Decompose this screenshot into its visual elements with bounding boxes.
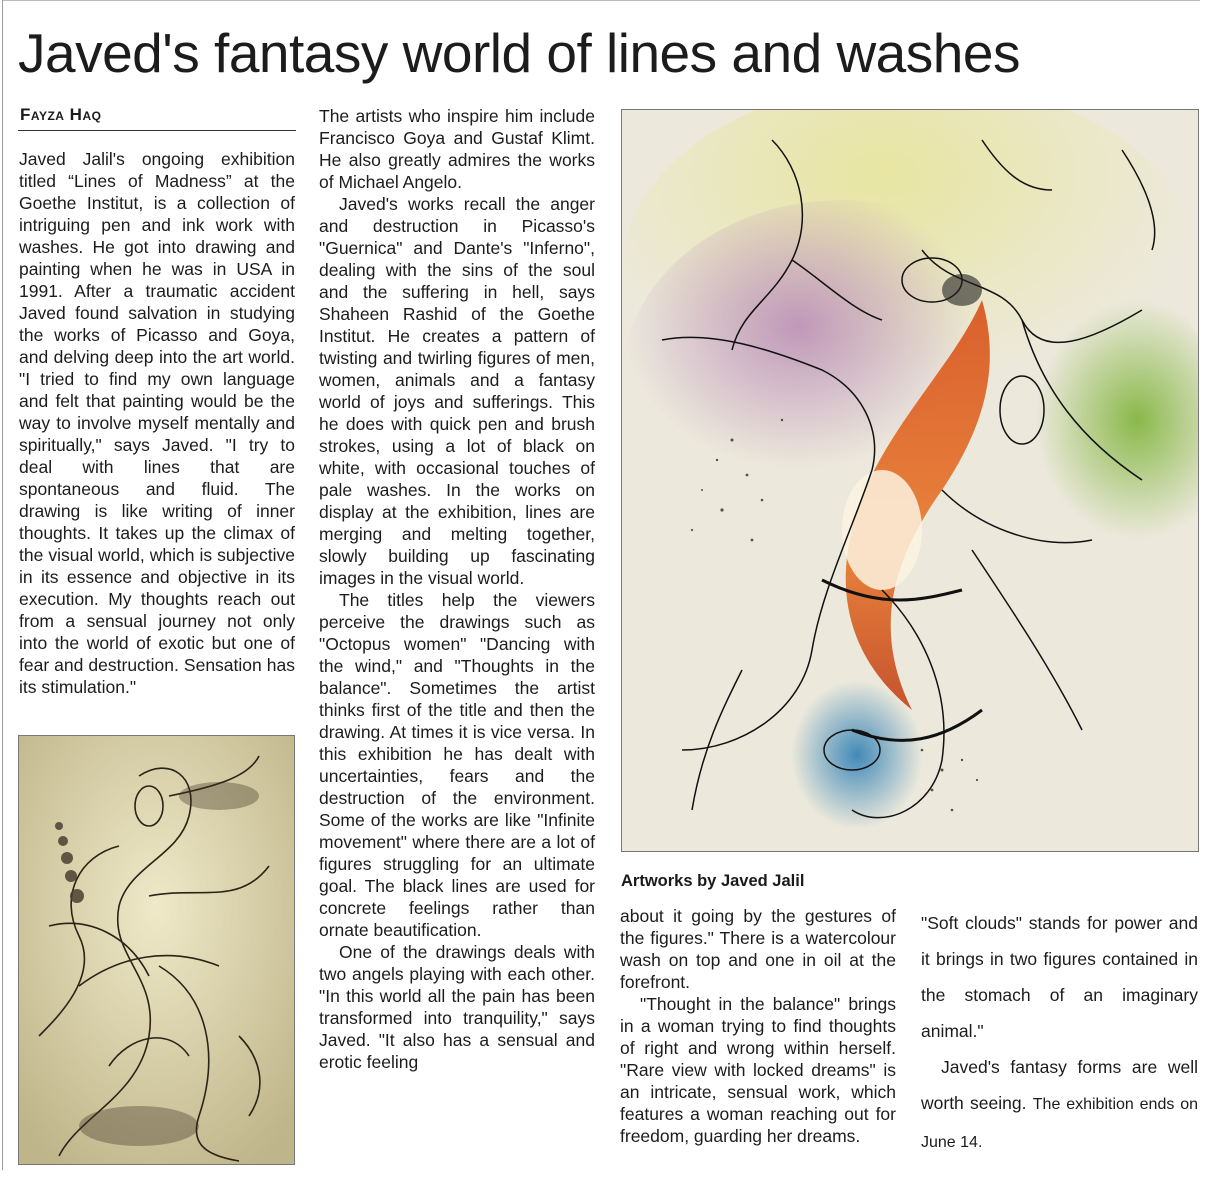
byline-rule: [18, 130, 296, 131]
article-column-4: [921, 905, 1198, 1161]
main-artwork-drawing: [622, 110, 1198, 851]
small-artwork-image: [18, 735, 295, 1165]
byline: [20, 105, 101, 125]
article-column-3: [620, 905, 896, 1147]
paragraph: One of the drawings deals with two angels playing with each other. "In this world all the pain has been transformed into tranquility," says Javed. "It also has a sensual and erotic feeling: [319, 942, 595, 1072]
byline-author: Fayza Haq: [20, 105, 102, 124]
paragraph: "Thought in the balance" brings in a woman trying to find thoughts of right and wrong within herself. "Rare view with locked dreams" is an intricate, sensual work, which features a woman reaching out for freedom, guarding her dreams.: [620, 994, 896, 1146]
image-caption: Artworks by Javed Jalil: [621, 872, 805, 890]
small-artwork-drawing: [19, 736, 294, 1164]
paragraph: Javed Jalil's ongoing exhibition titled “Lines of Madness” at the Goethe Institut, is a collection of intriguing pen and ink work with washes. He got into drawing and painting when he was in USA in 1991. After a traumatic accident Javed found salvation in studying the works of Picasso and Goya, and delving deep into the art world. "I tried to find my own language and felt that painting would be the way to involve myself mentally and spiritually," says Javed. "I try to deal with lines that are spontaneous and fluid. The drawing is like writing of inner thoughts. It takes up the climax of the visual world, which is subjective in its essence and objective in its execution. My thoughts reach out from a sensual journey not only into the world of exotic but one of fear and destruction. Sensation has its stimulation.": [19, 149, 295, 697]
main-artwork-image: [621, 109, 1199, 852]
paragraph: Javed's works recall the anger and destruction in Picasso's "Guernica" and Dante's "Inferno", dealing with the sins of the soul and the suffering in hell, says Shaheen Rashid of the Goethe Institut. He creates a pattern of twisting and twirling figures of men, women, animals and a fantasy world of joys and sufferings. This he does with quick pen and brush strokes, using a lot of black on white, with occasional touches of pale washes. In the works on display at the exhibition, lines are merging and melting together, slowly building up fascinating images in the visual world.: [319, 194, 595, 588]
closing-text: Javed's fantasy forms are well worth seeing.: [921, 1057, 1198, 1113]
paragraph-closing: [921, 1049, 1198, 1161]
paragraph: The artists who inspire him include Francisco Goya and Gustaf Klimt. He also greatly admires the works of Michael Angelo.: [319, 106, 595, 192]
paragraph: The titles help the viewers perceive the drawings such as "Octopus women" "Dancing with the wind," and "Thoughts in the balance". Sometimes the artist thinks first of the title and then the drawing. At times it is vice versa. In this exhibition he has dealt with uncertainties, fears and the destruction of the environment. Some of the works are like "Infinite movement" where there are a lot of figures struggling for an ultimate goal. The black lines are used for concrete feelings rather than ornate beautification.: [319, 590, 595, 940]
exhibition-dates-note: The exhibition ends on June 14.: [921, 1096, 1198, 1151]
article-column-1: [19, 148, 295, 698]
top-border: [2, 0, 1200, 1]
headline: Javed's fantasy world of lines and washes: [18, 22, 1020, 84]
left-border: [2, 0, 3, 1170]
article-column-2: [319, 105, 595, 1073]
paragraph: "Soft clouds" stands for power and it brings in two figures contained in the stomach of an imaginary animal.": [921, 913, 1198, 1041]
paragraph: about it going by the gestures of the figures." There is a watercolour wash on top and one in oil at the forefront.: [620, 906, 896, 992]
